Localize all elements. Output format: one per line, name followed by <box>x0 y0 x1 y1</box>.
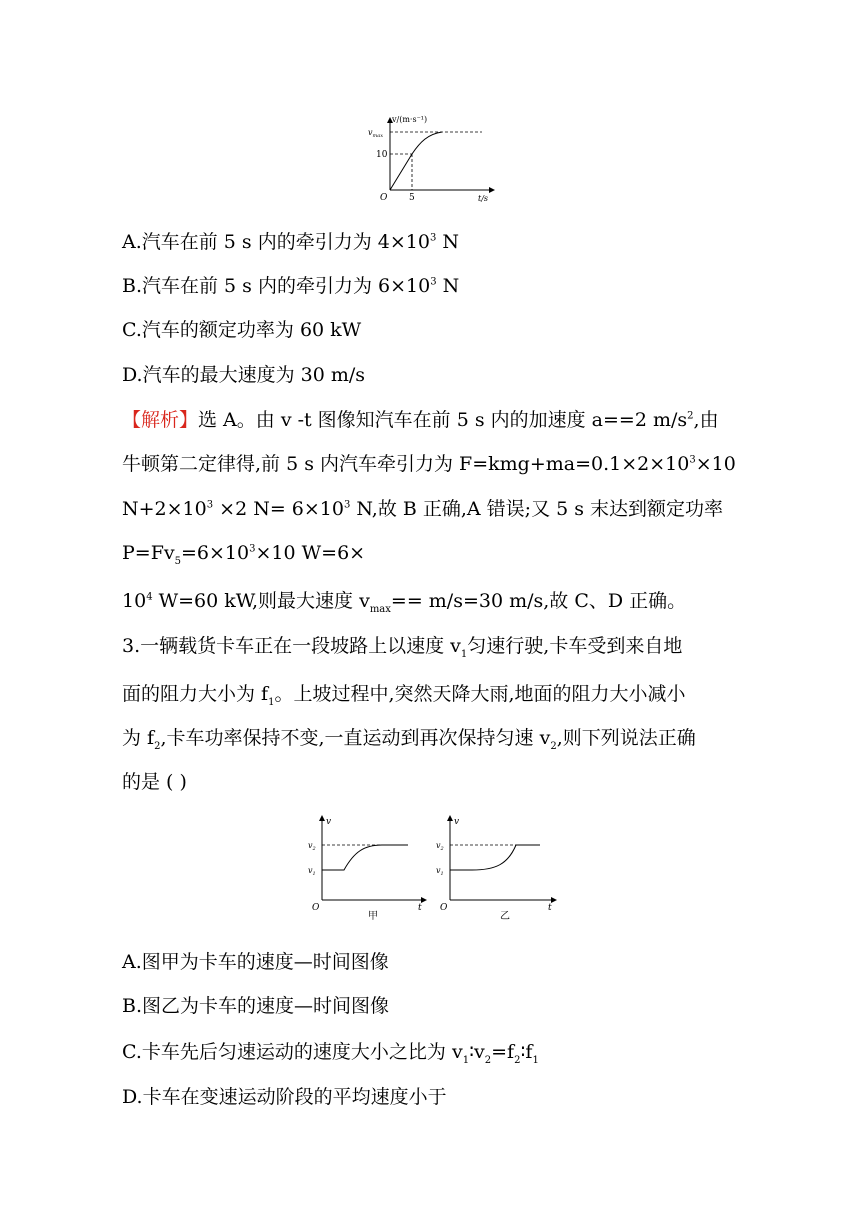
yi-origin-label: O <box>440 903 448 913</box>
q3-line-3: 为 $f_2$,卡车功率保持不变,一直运动到再次保持匀速 $v_2$,则下列说法正确 <box>122 727 696 752</box>
vmax-label: $v_{max}$ <box>368 128 384 139</box>
velocity-curve <box>390 132 442 190</box>
jia-v-label: v <box>326 817 332 827</box>
q3-option-a: A.图甲为卡车的速度—时间图像 <box>122 951 389 973</box>
q3-line-2: 面的阻力大小为 $f_1$。上坡过程中,突然天降大雨,地面的阻力大小减小 <box>122 683 686 708</box>
q2-option-b: B.汽车在前 5 s 内的牵引力为 $6\times 10^3$ N <box>122 275 460 297</box>
jia-caption: 甲 <box>368 911 378 922</box>
analysis-line-1: 【解析】选 A。由 v -t 图像知汽车在前 5 s 内的加速度 a==2 $m/s^2$,由 <box>122 409 719 431</box>
analysis-line-3: $N+2\times 10^3 \times 2$ $N= 6\times 10^3$ N,故 B 正确,A 错误;又 5 s 末达到额定功率 <box>122 498 724 520</box>
y-axis-label: v/(m·s⁻¹) <box>392 115 428 124</box>
truck-vt-graphs-figure <box>304 812 564 922</box>
yi-caption: 乙 <box>500 911 510 922</box>
q3-option-c: C.卡车先后匀速运动的速度大小之比为 $v_1∶v_2=f_2∶f_1$ <box>122 1041 539 1066</box>
q3-option-b: B.图乙为卡车的速度—时间图像 <box>122 995 390 1017</box>
analysis-line-2: 牛顿第二定律得,前 5 s 内汽车牵引力为 $F=kmg+ma=0.1\times 2\times 10^3\times 10$ <box>122 453 736 475</box>
tick-5-label: 5 <box>409 193 415 203</box>
q3-option-d: D.卡车在变速运动阶段的平均速度小于 <box>122 1086 447 1108</box>
jia-curve <box>322 845 408 870</box>
q2-option-c: C.汽车的额定功率为 60 kW <box>122 319 362 341</box>
yi-v-label: v <box>454 817 460 827</box>
graph-jia <box>308 817 424 922</box>
q3-line-1: 3.一辆载货卡车正在一段坡路上以速度 $v_1$匀速行驶,卡车受到来自地 <box>122 635 683 660</box>
vt-graph-figure <box>362 112 502 207</box>
graph-yi <box>436 817 554 922</box>
analysis-line-5: $10^4$ W=60 kW,则最大速度 $v_{max}== m/s=30$ m/s,故 C、D 正确。 <box>122 590 687 615</box>
tick-10-label: 10 <box>376 150 388 160</box>
yi-v2-label: $v_2$ <box>436 841 444 852</box>
jia-t-label: t <box>418 903 422 913</box>
analysis-line-4: $P=Fv_5=6\times 10^3\times 10$ W=6× <box>122 542 366 567</box>
origin-label: O <box>380 193 388 203</box>
analysis-tag: 【解析】 <box>122 409 199 431</box>
q2-option-a: A.汽车在前 5 s 内的牵引力为 $4\times 10^3$ N <box>122 231 459 253</box>
jia-origin-label: O <box>312 903 320 913</box>
jia-v1-label: $v_1$ <box>308 866 316 877</box>
yi-t-label: t <box>548 903 552 913</box>
jia-v2-label: $v_2$ <box>308 841 316 852</box>
q2-option-d: D.汽车的最大速度为 30 m/s <box>122 364 366 386</box>
yi-v1-label: $v_1$ <box>436 866 444 877</box>
x-axis-label: t/s <box>478 194 489 203</box>
yi-curve <box>450 845 540 870</box>
q3-line-4: 的是 ( ) <box>122 771 187 793</box>
